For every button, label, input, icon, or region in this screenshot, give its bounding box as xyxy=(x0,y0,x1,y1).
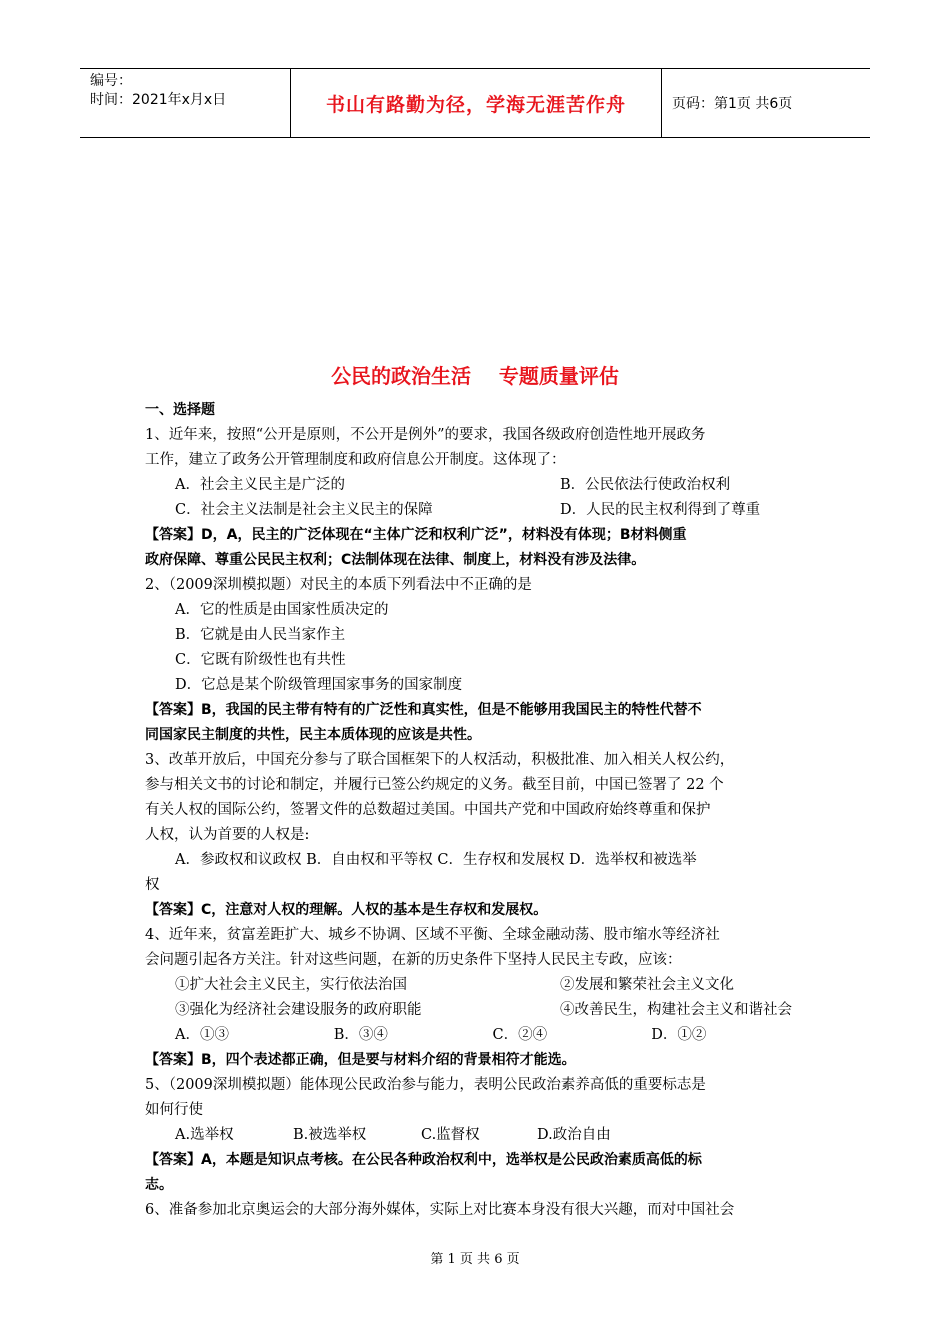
document-body xyxy=(145,398,810,1223)
q1-answer-line-1: 【答案】D，A，民主的广泛体现在“主体广泛和权利广泛”，材料没有体现；B材料侧重 xyxy=(145,527,687,543)
q1-option-d: D．人民的民主权利得到了尊重 xyxy=(560,502,761,518)
question-3-line-1: 3、改革开放后，中国充分参与了联合国框架下的人权活动，积极批准、加入相关人权公约， xyxy=(145,752,735,768)
q2-answer-line-1: 【答案】B，我国的民主带有特有的广泛性和真实性，但是不能够用我国民主的特性代替不 xyxy=(145,702,702,718)
question-1-options-row-1 xyxy=(145,473,810,498)
header-meta xyxy=(80,69,290,137)
q3-answer-line-1: 【答案】C，注意对人权的理解。人权的基本是生存权和发展权。 xyxy=(145,902,548,918)
question-4-line-2: 会问题引起各方关注。针对这些问题，在新的历史条件下坚持人民民主专政，应该： xyxy=(145,952,682,968)
page-header xyxy=(80,68,870,138)
question-1-line-1: 1、近年来，按照“公开是原则，不公开是例外”的要求，我国各级政府创造性地开展政务 xyxy=(145,427,706,443)
q4-item-3: ③强化为经济社会建设服务的政府职能 xyxy=(175,1002,422,1018)
document-title: 公民的政治生活 专题质量评估 xyxy=(331,364,619,388)
q5-option-c: C.监督权 xyxy=(421,1127,480,1143)
question-2-line-1: 2、（2009深圳模拟题）对民主的本质下列看法中不正确的是 xyxy=(145,577,532,593)
q4-option-d: D．①② xyxy=(651,1027,707,1043)
question-1-options-row-2 xyxy=(145,498,810,523)
q2-option-b: B．它就是由人民当家作主 xyxy=(175,627,346,643)
q1-option-a: A．社会主义民主是广泛的 xyxy=(175,477,345,493)
q1-answer-line-2: 政府保障、尊重公民民主权利；C法制体现在法律、制度上，材料没有涉及法律。 xyxy=(145,552,646,568)
q4-option-b: B．③④ xyxy=(333,1027,388,1043)
q1-option-c: C．社会主义法制是社会主义民主的保障 xyxy=(175,502,433,518)
q3-options-wrap: 权 xyxy=(145,877,160,893)
q2-answer-line-2: 同国家民主制度的共性，民主本质体现的应该是共性。 xyxy=(145,727,481,743)
q4-option-a: A．①③ xyxy=(175,1027,229,1043)
q2-option-c: C．它既有阶级性也有共性 xyxy=(175,652,346,668)
q5-option-b: B.被选举权 xyxy=(293,1127,367,1143)
q5-option-d: D.政治自由 xyxy=(537,1127,611,1143)
header-time-label: 时间：2021年x月x日 xyxy=(90,92,227,108)
question-5-line-2: 如何行使 xyxy=(145,1102,203,1118)
header-motto: 书山有路勤为径，学海无涯苦作舟 xyxy=(325,93,626,116)
q4-item-4: ④改善民生，构建社会主义和谐社会 xyxy=(560,1002,792,1018)
question-5-line-1: 5、（2009深圳模拟题）能体现公民政治参与能力，表明公民政治素养高低的重要标志是 xyxy=(145,1077,706,1093)
q4-answer-line-1: 【答案】B，四个表述都正确，但是要与材料介绍的背景相符才能选。 xyxy=(145,1052,576,1068)
question-3-line-3: 有关人权的国际公约，签署文件的总数超过美国。中国共产党和中国政府始终尊重和保护 xyxy=(145,802,711,818)
question-6-line-1: 6、准备参加北京奥运会的大部分海外媒体，实际上对比赛本身没有很大兴趣，而对中国社会 xyxy=(145,1202,735,1218)
q4-options-row xyxy=(145,1023,810,1048)
q1-option-b: B．公民依法行使政治权利 xyxy=(560,477,731,493)
section-heading: 一、选择题 xyxy=(145,402,215,418)
q2-option-d: D．它总是某个阶级管理国家事务的国家制度 xyxy=(175,677,463,693)
q4-item-1: ①扩大社会主义民主，实行依法治国 xyxy=(175,977,407,993)
q2-option-a: A．它的性质是由国家性质决定的 xyxy=(175,602,389,618)
header-page-cell xyxy=(662,69,870,137)
q4-items-row-1 xyxy=(145,973,810,998)
header-page-info: 页码：第1页 共6页 xyxy=(672,96,793,112)
question-1-line-2: 工作，建立了政务公开管理制度和政府信息公开制度。这体现了： xyxy=(145,452,566,468)
q4-option-c: C．②④ xyxy=(492,1027,548,1043)
question-3-line-4: 人权，认为首要的人权是: xyxy=(145,827,310,843)
q4-items-row-2 xyxy=(145,998,810,1023)
header-number-label: 编号： xyxy=(90,73,132,89)
q5-options-row xyxy=(145,1123,810,1148)
q5-option-a: A.选举权 xyxy=(175,1127,234,1143)
q5-answer-line-2: 志。 xyxy=(145,1177,173,1193)
q3-options: A．参政权和议政权 B．自由权和平等权 C．生存权和发展权 D．选举权和被选举 xyxy=(175,852,697,868)
question-3-line-2: 参与相关文书的讨论和制定，并履行已签公约规定的义务。截至目前，中国已签署了 22 个 xyxy=(145,777,724,793)
question-4-line-1: 4、近年来，贫富差距扩大、城乡不协调、区域不平衡、全球金融动荡、股市缩水等经济社 xyxy=(145,927,720,943)
header-motto-cell xyxy=(290,69,662,137)
q5-answer-line-1: 【答案】A，本题是知识点考核。在公民各种政治权利中，选举权是公民政治素质高低的标 xyxy=(145,1152,702,1168)
page-footer: 第 1 页 共 6 页 xyxy=(430,1252,520,1267)
q4-item-2: ②发展和繁荣社会主义文化 xyxy=(560,977,734,993)
